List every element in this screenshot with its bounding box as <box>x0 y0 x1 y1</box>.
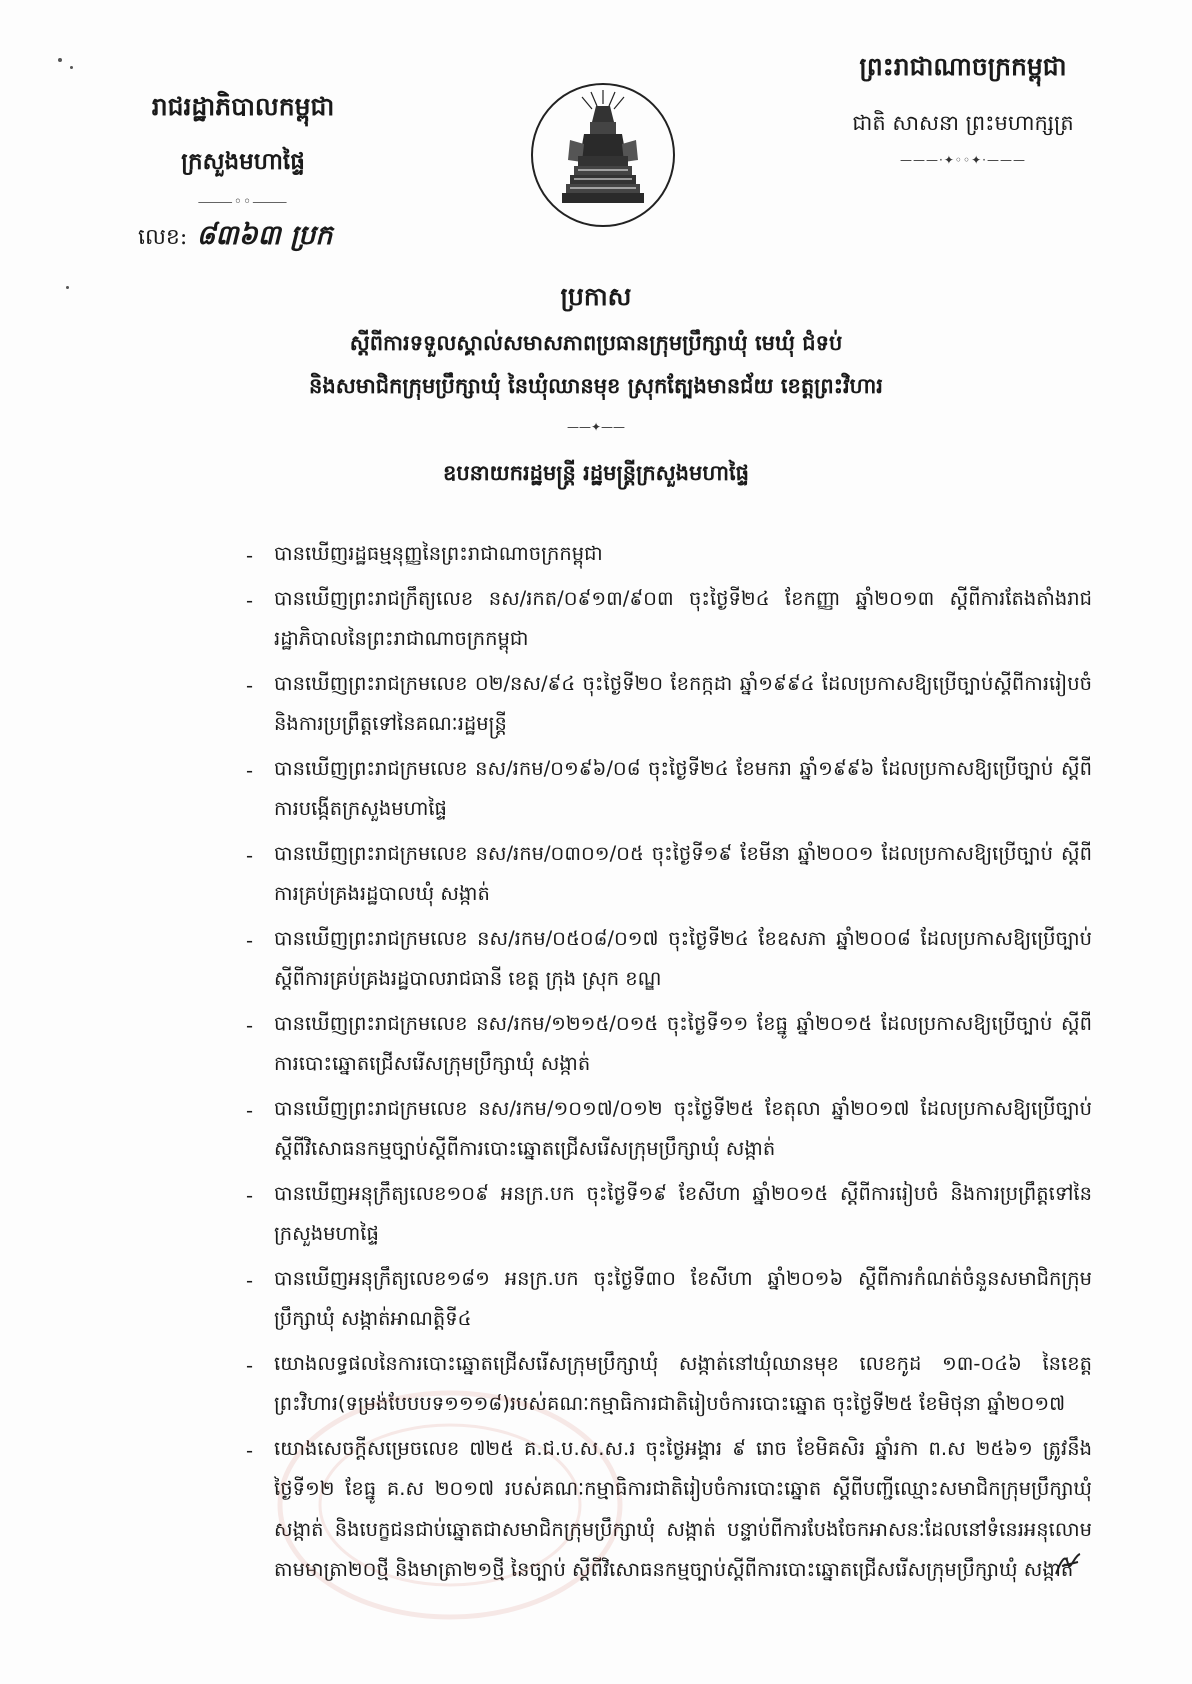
list-item: - បានឃើញព្រះរាជក្រមលេខ នស/រកម/១០១៧/០១២ ចុះថ្ងៃទី២៥ ខែតុលា ឆ្នាំ២០១៧ ដែលប្រកាសឱ្យប្រើច្បាប់ ស្តីពីវិសោធនកម្មច្បាប់ស្តីពីការបោះឆ្នោតជ្រើសរើសក្រុមប្រឹក្សាឃុំ សង្កាត់ <box>232 1089 1092 1170</box>
motto-ornament: ———·✦◦◦✦·——— <box>900 153 1026 167</box>
list-item: - បានឃើញអនុក្រឹត្យលេខ១៨១ អនក្រ.បក ចុះថ្ងៃទី៣០ ខែសីហា ឆ្នាំ២០១៦ ស្តីពីការកំណត់ចំនួនសមាជិកក្រុមប្រឹក្សាឃុំ សង្កាត់អាណត្តិទី៤ <box>232 1259 1092 1340</box>
initials-mark-icon <box>1052 1550 1084 1580</box>
title-separator: ——✦—— <box>566 420 626 434</box>
government-name: រាជរដ្ឋាភិបាលកម្ពុជា <box>151 92 335 121</box>
kingdom-name: ព្រះរាជាណាចក្រកម្ពុជា <box>859 52 1067 81</box>
subject-line-2: និងសមាជិកក្រុមប្រឹក្សាឃុំ នៃឃុំឈានមុខ ស្រុកត្បែងមានជ័យ ខេត្តព្រះវិហារ <box>309 373 883 398</box>
list-item: - បានឃើញព្រះរាជក្រមលេខ នស/រកម/១២១៥/០១៥ ចុះថ្ងៃទី១១ ខែធ្នូ ឆ្នាំ២០១៥ ដែលប្រកាសឱ្យប្រើច្បាប់ ស្តីពីការបោះឆ្នោតជ្រើសរើសក្រុមប្រឹក្សាឃុំ សង្កាត់ <box>232 1004 1092 1085</box>
list-item: - យោងលទ្ធផលនៃការបោះឆ្នោតជ្រើសរើសក្រុមប្រឹក្សាឃុំ សង្កាត់នៅឃុំឈានមុខ លេខកូដ ១៣-០៤៦ នៃខេត្តព្រះវិហារ(ទម្រង់បែបបទ១១១៨)របស់គណៈកម្មាធិការជាតិរៀបចំការបោះឆ្នោត ចុះថ្ងៃទី២៥ ខែមិថុនា ឆ្នាំ២០១៧ <box>232 1344 1092 1425</box>
list-item: - បានឃើញព្រះរាជក្រមលេខ នស/រកម/០៣០១/០៥ ចុះថ្ងៃទី១៩ ខែមីនា ឆ្នាំ២០០១ ដែលប្រកាសឱ្យប្រើច្បាប់ ស្តីពីការគ្រប់គ្រងរដ្ឋបាលឃុំ សង្កាត់ <box>232 834 1092 915</box>
list-item: - បានឃើញអនុក្រឹត្យលេខ១០៩ អនក្រ.បក ចុះថ្ងៃទី១៩ ខែសីហា ឆ្នាំ២០១៥ ស្តីពីការរៀបចំ និងការប្រព្រឹត្តទៅនៃក្រសួងមហាផ្ទៃ <box>232 1174 1092 1255</box>
list-item: - បានឃើញព្រះរាជក្រមលេខ នស/រកម/០៥០៨/០១៧ ចុះថ្ងៃទី២៤ ខែឧសភា ឆ្នាំ២០០៨ ដែលប្រកាសឱ្យប្រើច្បាប់ ស្តីពីការគ្រប់គ្រងរដ្ឋបាលរាជធានី ខេត្ត ក្រុង ស្រុក ខណ្ឌ <box>232 919 1092 1000</box>
issuing-authority: ឧបនាយករដ្ឋមន្ត្រី រដ្ឋមន្ត្រីក្រសួងមហាផ្ទៃ <box>442 460 749 485</box>
scan-speck <box>70 66 73 69</box>
national-motto: ជាតិ សាសនា ព្រះមហាក្សត្រ <box>852 111 1074 135</box>
header-ornament: ⸻◦◦⸻ <box>197 194 289 210</box>
kingdom-header <box>808 52 1118 167</box>
reference-number: ៨៣៦៣ ប្រក <box>196 220 333 251</box>
list-item: - បានឃើញព្រះរាជក្រឹត្យលេខ នស/រកត/០៩១៣/៩០៣ ចុះថ្ងៃទី២៤ ខែកញ្ញា ឆ្នាំ២០១៣ ស្តីពីការតែងតាំងរាជរដ្ឋាភិបាលនៃព្រះរាជាណាចក្រកម្ពុជា <box>232 579 1092 660</box>
scan-speck <box>66 286 69 289</box>
list-item: - បានឃើញព្រះរាជក្រមលេខ នស/រកម/០១៩៦/០៨ ចុះថ្ងៃទី២៤ ខែមករា ឆ្នាំ១៩៩៦ ដែលប្រកាសឱ្យប្រើច្បាប់ ស្តីពីការបង្កើតក្រសួងមហាផ្ទៃ <box>232 749 1092 830</box>
reference-number-row <box>108 219 378 258</box>
ministry-header <box>108 92 378 258</box>
reference-label: លេខ: <box>138 225 188 250</box>
ministry-name: ក្រសួងមហាផ្ទៃ <box>181 148 305 175</box>
proclamation-title <box>100 282 1092 491</box>
list-item: - យោងសេចក្តីសម្រេចលេខ ៧២៥ គ.ជ.ប.ស.ស.រ ចុះថ្ងៃអង្គារ ៩ រោច ខែមិគសិរ ឆ្នាំរកា ព.ស ២៥៦១ ត្រូវនឹងថ្ងៃទី១២ ខែធ្នូ គ.ស ២០១៧ របស់គណៈកម្មាធិការជាតិរៀបចំការបោះឆ្នោត ស្តីពីបញ្ជីឈ្មោះសមាជិកក្រុមប្រឹក្សាឃុំ សង្កាត់ និងបេក្ខជនជាប់ឆ្នោតជាសមាជិកក្រុមប្រឹក្សាឃុំ សង្កាត់ បន្ទាប់ពីការបែងចែកអាសនៈដែលនៅទំនេរអនុលោមតាមមាត្រា២០ថ្មី និងមាត្រា២១ថ្មី នៃច្បាប់ ស្តីពីវិសោធនកម្មច្បាប់ស្តីពីការបោះឆ្នោតជ្រើសរើសក្រុមប្រឹក្សាឃុំ សង្កាត់ <box>232 1429 1092 1591</box>
document-type: ប្រកាស <box>560 282 632 311</box>
subject-line-1: ស្តីពីការទទួលស្គាល់សមាសភាពប្រធានក្រុមប្រឹក្សាឃុំ មេឃុំ ជំទប់ <box>349 330 843 355</box>
royal-emblem-icon <box>530 82 676 228</box>
list-item: - បានឃើញព្រះរាជក្រមលេខ ០២/នស/៩៤ ចុះថ្ងៃទី២០ ខែកក្កដា ឆ្នាំ១៩៩៤ ដែលប្រកាសឱ្យប្រើច្បាប់ស្តីពីការរៀបចំ និងការប្រព្រឹត្តទៅនៃគណៈរដ្ឋមន្ត្រី <box>232 664 1092 745</box>
list-item: - បានឃើញរដ្ឋធម្មនុញ្ញនៃព្រះរាជាណាចក្រកម្ពុជា <box>232 534 1092 575</box>
faint-red-stamp <box>270 1380 630 1630</box>
scan-speck <box>58 58 62 62</box>
